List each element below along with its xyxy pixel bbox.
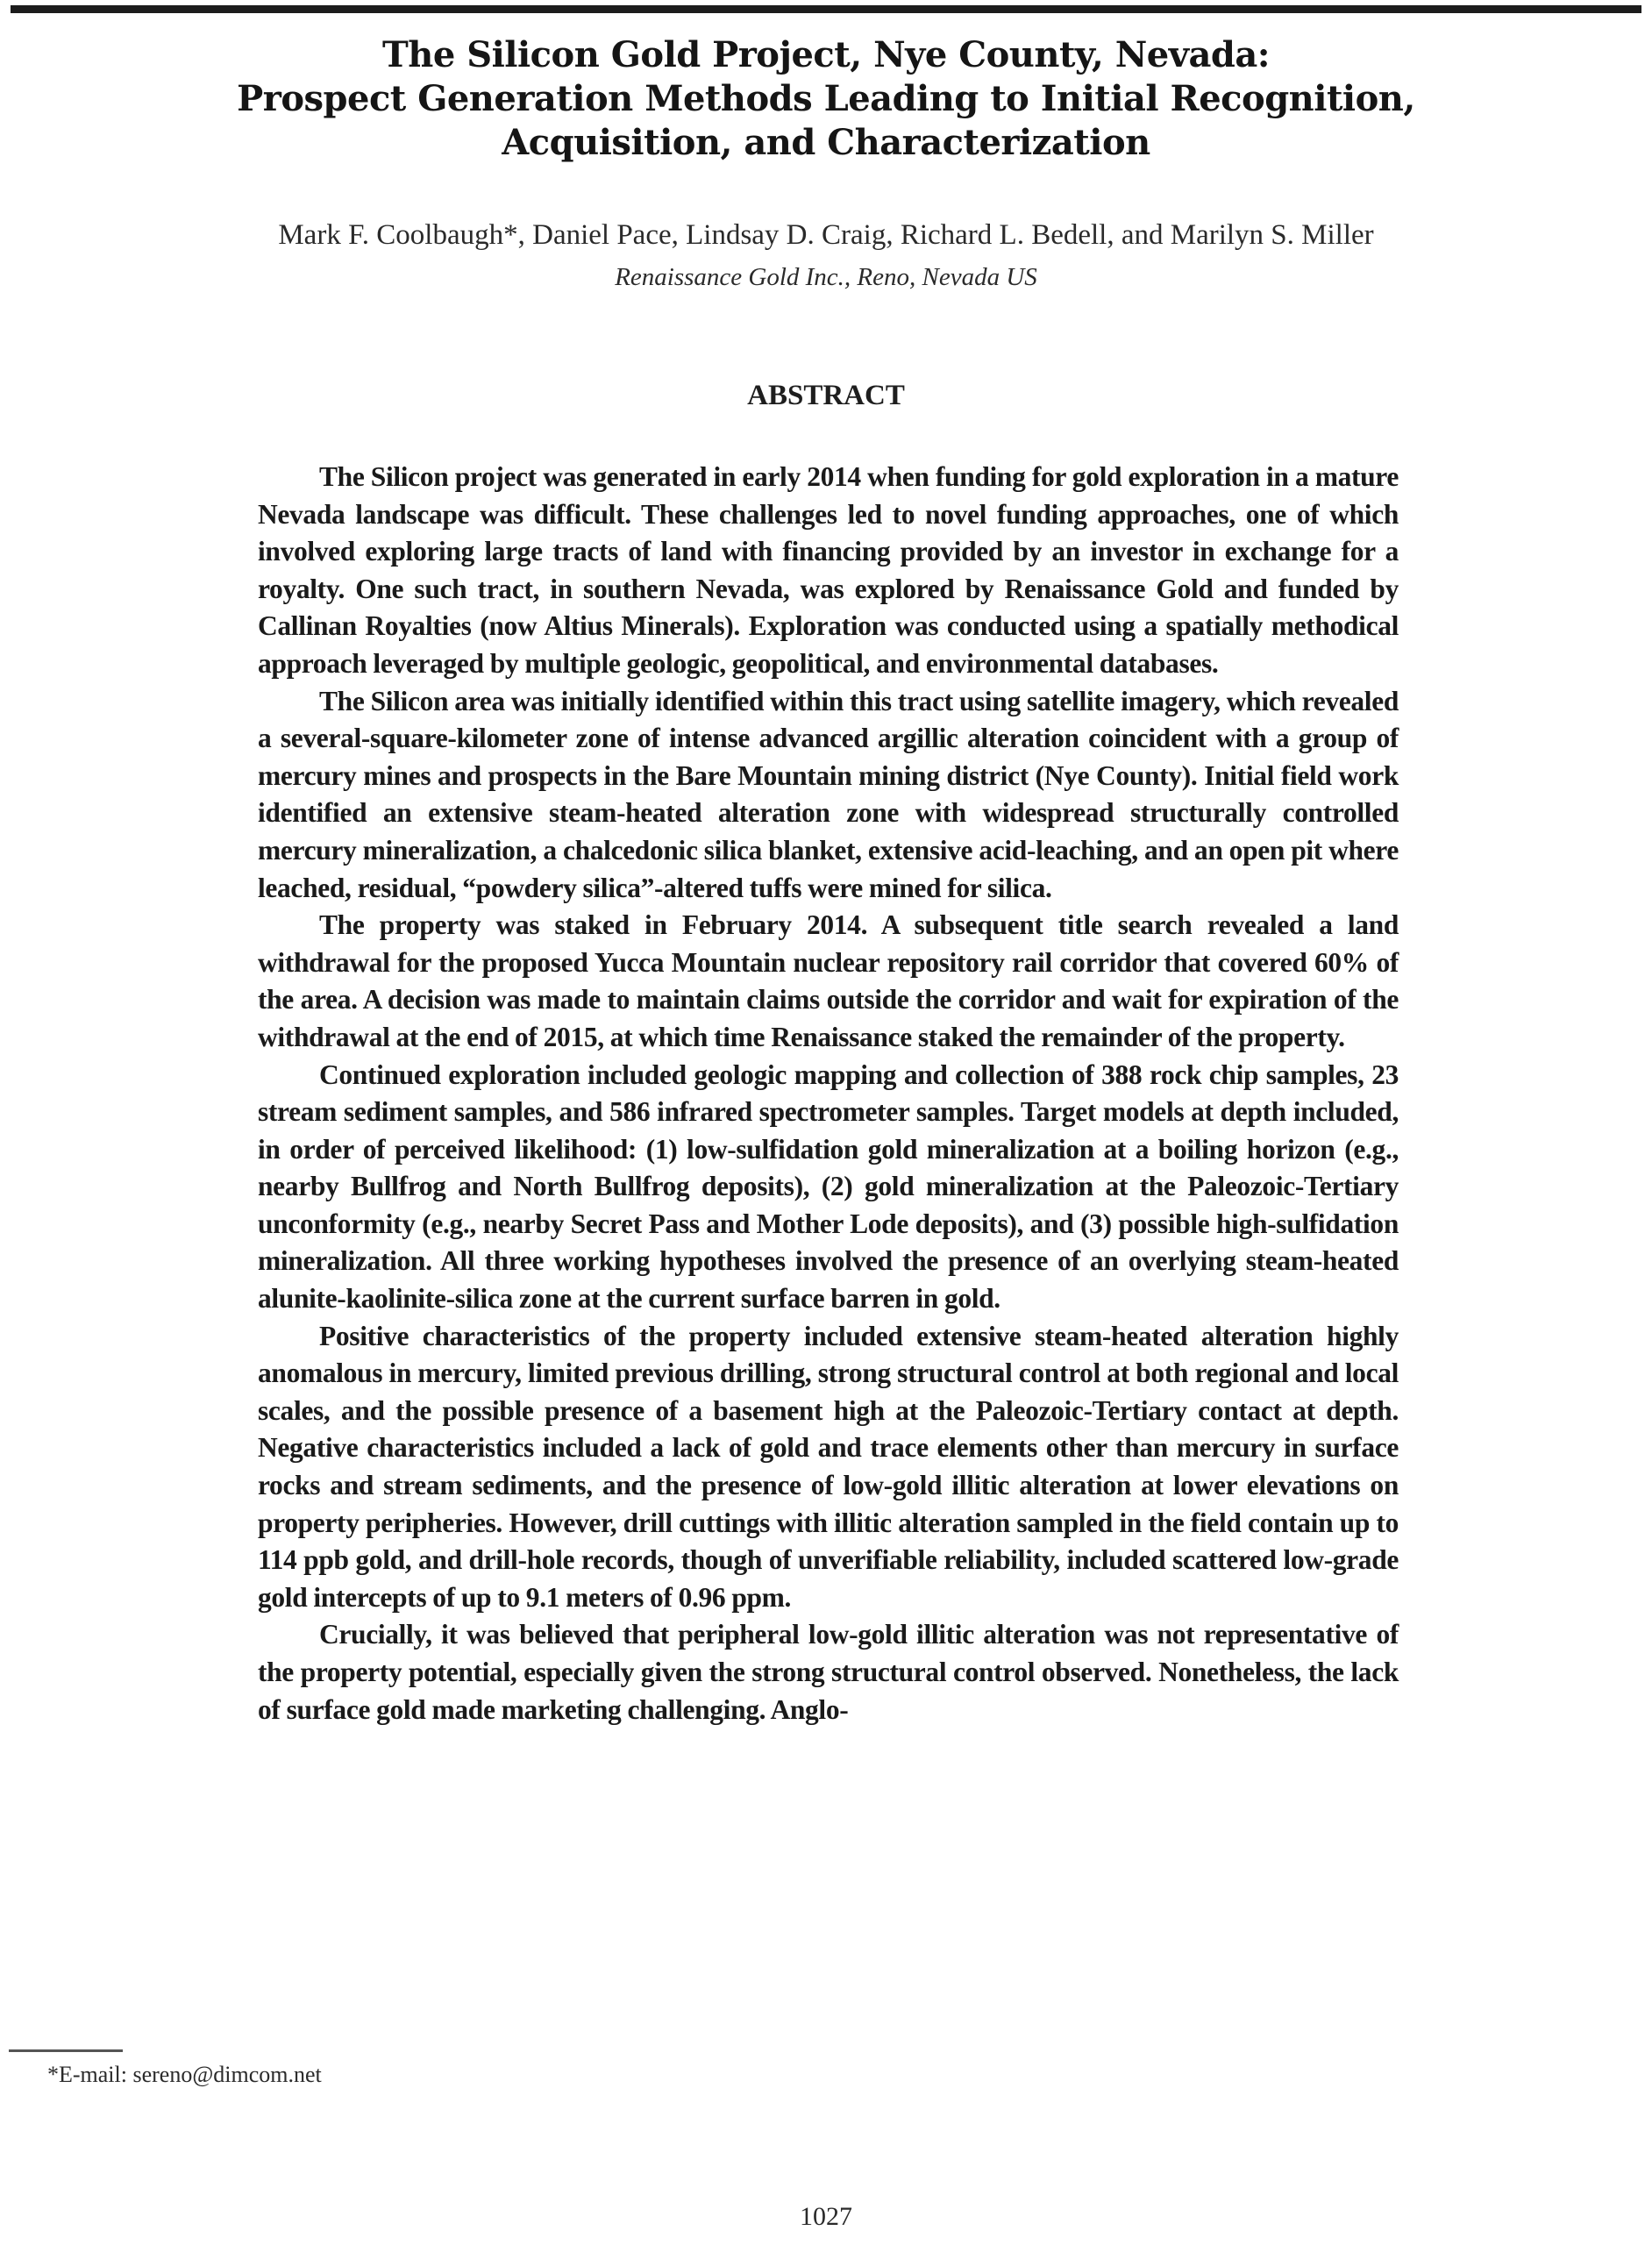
affiliation: Renaissance Gold Inc., Reno, Nevada US [615, 263, 1037, 291]
abstract-paragraph-1: The Silicon project was generated in early 2014 when funding for gold exploration in a mature Nevada landscape was difficult. These challenges led to novel funding approaches, one of which involved exploring large tracts of land with financing provided by an investor in exchange for a royalty. One such tract, in southern Nevada, was explored by Renaissance Gold and funded by Callinan Royalties (now Altius Minerals). Exploration was conducted using a spatially methodical approach leveraged by multiple geologic, geopolitical, and environmental databases. [258, 461, 1399, 679]
abstract-paragraph-5: Positive characteristics of the property included extensive steam-heated alteration highly anomalous in mercury, limited previous drilling, strong structural control at both regional and local scales, and the possible presence of a basement high at the Paleozoic-Tertiary contact at depth. Negative characteristics included a lack of gold and trace elements other than mercury in surface rocks and stream sediments, and the presence of low-gold illitic alteration at lower elevations on property peripheries. However, drill cuttings with illitic alteration sampled in the field contain up to 114 ppb gold, and drill-hole records, though of unverifiable reliability, included scattered low-grade gold intercepts of up to 9.1 meters of 0.96 ppm. [258, 1320, 1399, 1613]
abstract-paragraph-6: Crucially, it was believed that peripheral low-gold illitic alteration was not representative of the property potential, especially given the strong structural control observed. Nonetheless, the lack of surface gold made marketing challenging. Anglo- [258, 1619, 1399, 1725]
author-list: Mark F. Coolbaugh*, Daniel Pace, Lindsay D. Craig, Richard L. Bedell, and Marilyn S. Miller [278, 219, 1374, 251]
paper-title [0, 33, 1652, 165]
footnote-divider [9, 2049, 123, 2052]
top-rule [11, 5, 1641, 13]
title-line-1: The Silicon Gold Project, Nye County, Nevada: [381, 34, 1271, 75]
page-number: 1027 [800, 2202, 852, 2231]
abstract-paragraph-4: Continued exploration included geologic mapping and collection of 388 rock chip samples, 23 stream sediment samples, and 586 infrared spectrometer samples. Target models at depth included, in order of perceived likelihood: (1) low-sulfidation gold mineralization at a boiling horizon (e.g., nearby Bullfrog and North Bullfrog deposits), (2) gold mineralization at the Paleozoic-Tertiary unconformity (e.g., nearby Secret Pass and Mother Lode deposits), and (3) possible high-sulfidation mineralization. All three working hypotheses involved the presence of an overlying steam-heated alunite-kaolinite-silica zone at the current surface barren in gold. [258, 1058, 1399, 1315]
abstract-heading: ABSTRACT [747, 380, 905, 411]
abstract-body [258, 459, 1399, 1728]
footnote-email: *E-mail: sereno@dimcom.net [47, 2062, 322, 2087]
title-line-2: Prospect Generation Methods Leading to Initial Recognition, [237, 78, 1415, 119]
abstract-paragraph-2: The Silicon area was initially identified within this tract using satellite imagery, which revealed a several-square-kilometer zone of intense advanced argillic alteration coincident with a group of mercury mines and prospects in the Bare Mountain mining district (Nye County). Initial field work identified an extensive steam-heated alteration zone with widespread structurally controlled mercury mineralization, a chalcedonic silica blanket, extensive acid-leaching, and an open pit where leached, residual, “powdery silica”-altered tuffs were mined for silica. [258, 685, 1399, 903]
abstract-paragraph-3: The property was staked in February 2014. A subsequent title search revealed a land withdrawal for the proposed Yucca Mountain nuclear repository rail corridor that covered 60% of the area. A decision was made to maintain claims outside the corridor and wait for expiration of the withdrawal at the end of 2015, at which time Renaissance staked the remainder of the property. [258, 909, 1399, 1052]
title-line-3: Acquisition, and Characterization [502, 122, 1150, 163]
